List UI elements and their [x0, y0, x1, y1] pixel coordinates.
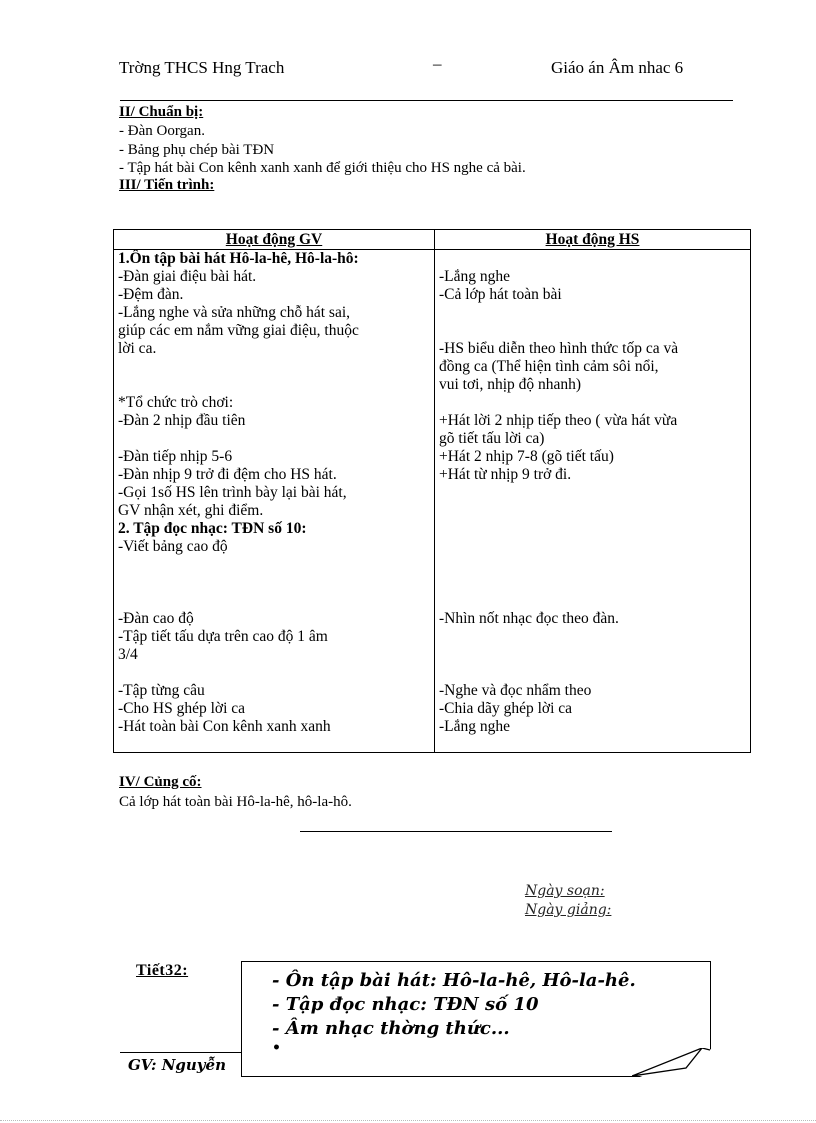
gv-line: -Đàn cao độ [118, 610, 194, 627]
gv-line: -Tập tiết tấu dựa trên cao độ 1 âm [118, 628, 328, 645]
gv-line: -Gọi 1số HS lên trình bày lại bài hát, [118, 484, 347, 501]
gv-line: -Hát toàn bài Con kênh xanh xanh [118, 718, 331, 735]
topic-item-4: • [272, 1040, 281, 1056]
gv-heading-1: 1.Ôn tập bài hát Hô-la-hê, Hô-la-hô: [118, 250, 359, 267]
hs-line: +Hát 2 nhịp 7-8 (gõ tiết tấu) [439, 448, 614, 465]
gv-line: *Tổ chức trò chơi: [118, 394, 234, 411]
activity-table [113, 229, 751, 753]
gv-line: lời ca. [118, 340, 157, 357]
hs-line: đồng ca (Thể hiện tình cảm sôi nổi, [439, 358, 659, 375]
gv-line: 3/4 [118, 646, 138, 663]
hs-column [435, 250, 751, 753]
gv-line: -Đàn nhịp 9 trở đi đệm cho HS hát. [118, 466, 337, 483]
col-header-gv: Hoạt động GV [114, 230, 435, 250]
gv-line: -Tập từng câu [118, 682, 205, 699]
gv-line: -Đàn tiếp nhịp 5-6 [118, 448, 233, 465]
gv-line: giúp các em nắm vững giai điệu, thuộc [118, 322, 359, 339]
header-title: Giáo án Âm nhac 6 [551, 58, 684, 77]
section4-title: IV/ Củng cố: [119, 774, 202, 790]
date-taught: Ngày giảng: [525, 902, 612, 918]
gv-line: -Đệm đàn. [118, 286, 184, 303]
gv-line: -Viết bảng cao độ [118, 538, 228, 555]
lesson-label: Tiết32: [136, 962, 189, 979]
footer-rule [120, 1052, 245, 1053]
gv-line: GV nhận xét, ghi điểm. [118, 502, 264, 519]
gv-line: -Cho HS ghép lời ca [118, 700, 246, 717]
prep-item-1: - Đàn Oorgan. [119, 123, 205, 139]
col-header-hs: Hoạt động HS [435, 230, 751, 250]
gv-heading-2: 2. Tập đọc nhạc: TĐN số 10: [118, 520, 307, 537]
gv-line: -Đàn giai điệu bài hát. [118, 268, 257, 285]
topic-item-1: - Ôn tập bài hát: Hô-la-hê, Hô-la-hê. [272, 970, 636, 991]
date-prepared: Ngày soạn: [525, 883, 605, 899]
topic-item-2: - Tập đọc nhạc: TĐN số 10 [272, 994, 539, 1015]
prep-item-3: - Tập hát bài Con kênh xanh xanh để giới thiệu cho HS nghe cả bài. [119, 160, 526, 176]
hs-line: -Lắng nghe [439, 718, 511, 735]
hs-line: +Hát từ nhịp 9 trở đi. [439, 466, 572, 483]
gv-line: -Đàn 2 nhịp đầu tiên [118, 412, 246, 429]
hs-line: -Lắng nghe [439, 268, 511, 285]
prep-item-2: - Bảng phụ chép bài TĐN [119, 142, 275, 158]
section2-title: II/ Chuẩn bị: [119, 104, 204, 120]
hs-line: -HS biểu diễn theo hình thức tốp ca và [439, 340, 679, 357]
gv-column [114, 250, 435, 753]
hs-line: +Hát lời 2 nhịp tiếp theo ( vừa hát vừa [439, 412, 678, 429]
footer-teacher: GV: Nguyễn [128, 1056, 226, 1074]
hs-line: -Cả lớp hát toàn bài [439, 286, 562, 303]
section4-text: Cả lớp hát toàn bài Hô-la-hê, hô-la-hô. [119, 794, 352, 810]
section3-title: III/ Tiến trình: [119, 177, 215, 193]
hs-line: -Nhìn nốt nhạc đọc theo đàn. [439, 610, 619, 627]
topic-item-3: - Âm nhạc thờng thức... [272, 1018, 510, 1039]
gv-line: -Lắng nghe và sửa những chỗ hát sai, [118, 304, 351, 321]
header-school: Trờng THCS Hng Trach [119, 58, 285, 77]
hs-line: gõ tiết tấu lời ca) [439, 430, 545, 447]
header-dash: – [433, 54, 442, 73]
hs-line: -Nghe và đọc nhẩm theo [439, 682, 592, 699]
lesson-topics-box [241, 961, 711, 1077]
hs-line: vui tơi, nhịp độ nhanh) [439, 376, 582, 393]
hs-line: -Chia dãy ghép lời ca [439, 700, 573, 717]
divider-rule [300, 831, 612, 832]
folded-corner-icon [632, 1048, 712, 1078]
page-bottom-edge [0, 1120, 816, 1121]
header-rule [120, 100, 733, 101]
